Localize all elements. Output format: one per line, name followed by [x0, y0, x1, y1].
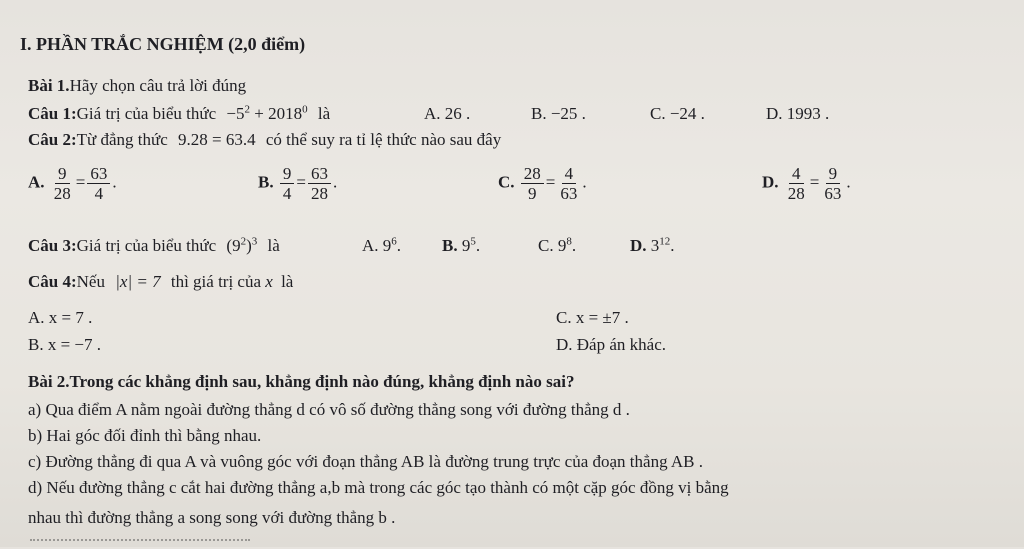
q3-option-a[interactable]: A. $9^6$.: [362, 235, 402, 255]
question-2: Câu 2:Từ đẳng thức 9.28 = 63.4 có thể suy ra tỉ lệ thức nào sau đây: [28, 130, 502, 149]
q1-option-c[interactable]: C. −24 .: [650, 104, 705, 123]
q1-option-a[interactable]: A. 26 .: [424, 104, 471, 123]
exercise-2-item-c: c) Đường thẳng đi qua A và vuông góc với đoạn thẳng AB là đường trung trực của đoạn thẳng AB .: [28, 452, 704, 471]
section-title: I. PHẦN TRẮC NGHIỆM (2,0 điểm): [20, 34, 306, 54]
q4-option-d[interactable]: D. Đáp án khác.: [556, 335, 666, 354]
question-3: Câu 3:Giá trị của biểu thức $(9^2)^3$ là: [28, 235, 280, 255]
exercise-2-item-b: b) Hai góc đối đỉnh thì bằng nhau.: [28, 426, 262, 445]
q2-option-d[interactable]: D. $\frac{4}{28}$ = $\frac{9}{63}$ .: [762, 164, 851, 203]
q2-option-a[interactable]: A. $\frac{9}{28}$ = $\frac{63}{4}$ .: [28, 164, 117, 203]
question-1-expression: $-5^2 + 2018^0$: [226, 103, 308, 123]
question-3-label: Câu 3:: [28, 236, 77, 255]
q3-option-c[interactable]: C. $9^8$.: [538, 235, 577, 255]
question-4-label: Câu 4:: [28, 272, 77, 291]
q3-option-d[interactable]: D. $3^{12}$.: [630, 235, 675, 255]
q4-option-b[interactable]: B. x = −7 .: [28, 335, 102, 354]
exercise-2-item-a: a) Qua điểm A nằm ngoài đường thẳng d có vô số đường thẳng song với đường thẳng d .: [28, 400, 630, 419]
q2-option-b[interactable]: B. $\frac{9}{4}$ = $\frac{63}{28}$ .: [258, 164, 338, 203]
question-4-text: Nếu: [76, 272, 105, 291]
q2-option-c[interactable]: C. $\frac{28}{9}$ = $\frac{4}{63}$ .: [498, 164, 587, 203]
cropped-footer-text: [30, 539, 250, 549]
q1-option-b[interactable]: B. −25 .: [531, 104, 586, 123]
q4-option-c[interactable]: C. x = ±7 .: [556, 308, 629, 327]
question-2-label: Câu 2:: [28, 130, 77, 149]
q4-option-a[interactable]: A. x = 7 .: [28, 308, 93, 327]
exercise-2-item-d-cont: nhau thì đường thẳng a song song với đường thẳng b .: [28, 508, 396, 527]
question-1-label: Câu 1:: [28, 104, 77, 123]
q1-option-d[interactable]: D. 1993 .: [766, 104, 830, 123]
exercise-1-label: Bài 1.: [28, 76, 70, 95]
question-3-expression: $(9^2)^3$: [226, 235, 258, 255]
q3-option-b[interactable]: B. $9^5$.: [442, 235, 481, 255]
question-4: Câu 4:Nếu |x| = 7 thì giá trị của x là: [28, 272, 294, 291]
exercise-2-heading: Bài 2.Trong các khẳng định sau, khẳng định nào đúng, khẳng định nào sai?: [28, 372, 575, 391]
question-1: Câu 1:Giá trị của biểu thức $-5^2 + 2018^0$ là: [28, 103, 331, 123]
question-3-text: Giá trị của biểu thức: [76, 236, 217, 255]
exercise-2-item-d: d) Nếu đường thẳng c cắt hai đường thẳng a,b mà trong các góc tạo thành có một cặp góc đồng vị bằng: [28, 478, 729, 497]
question-1-text: Giá trị của biểu thức: [76, 104, 217, 123]
exercise-1-text: Hãy chọn câu trả lời đúng: [69, 76, 247, 95]
cropped-header-text: [420, 0, 820, 6]
question-2-text: Từ đẳng thức: [76, 130, 168, 149]
exercise-1-heading: [28, 76, 246, 96]
question-2-equation: 9.28 = 63.4: [178, 130, 256, 149]
question-4-condition: |x| = 7: [115, 272, 161, 291]
